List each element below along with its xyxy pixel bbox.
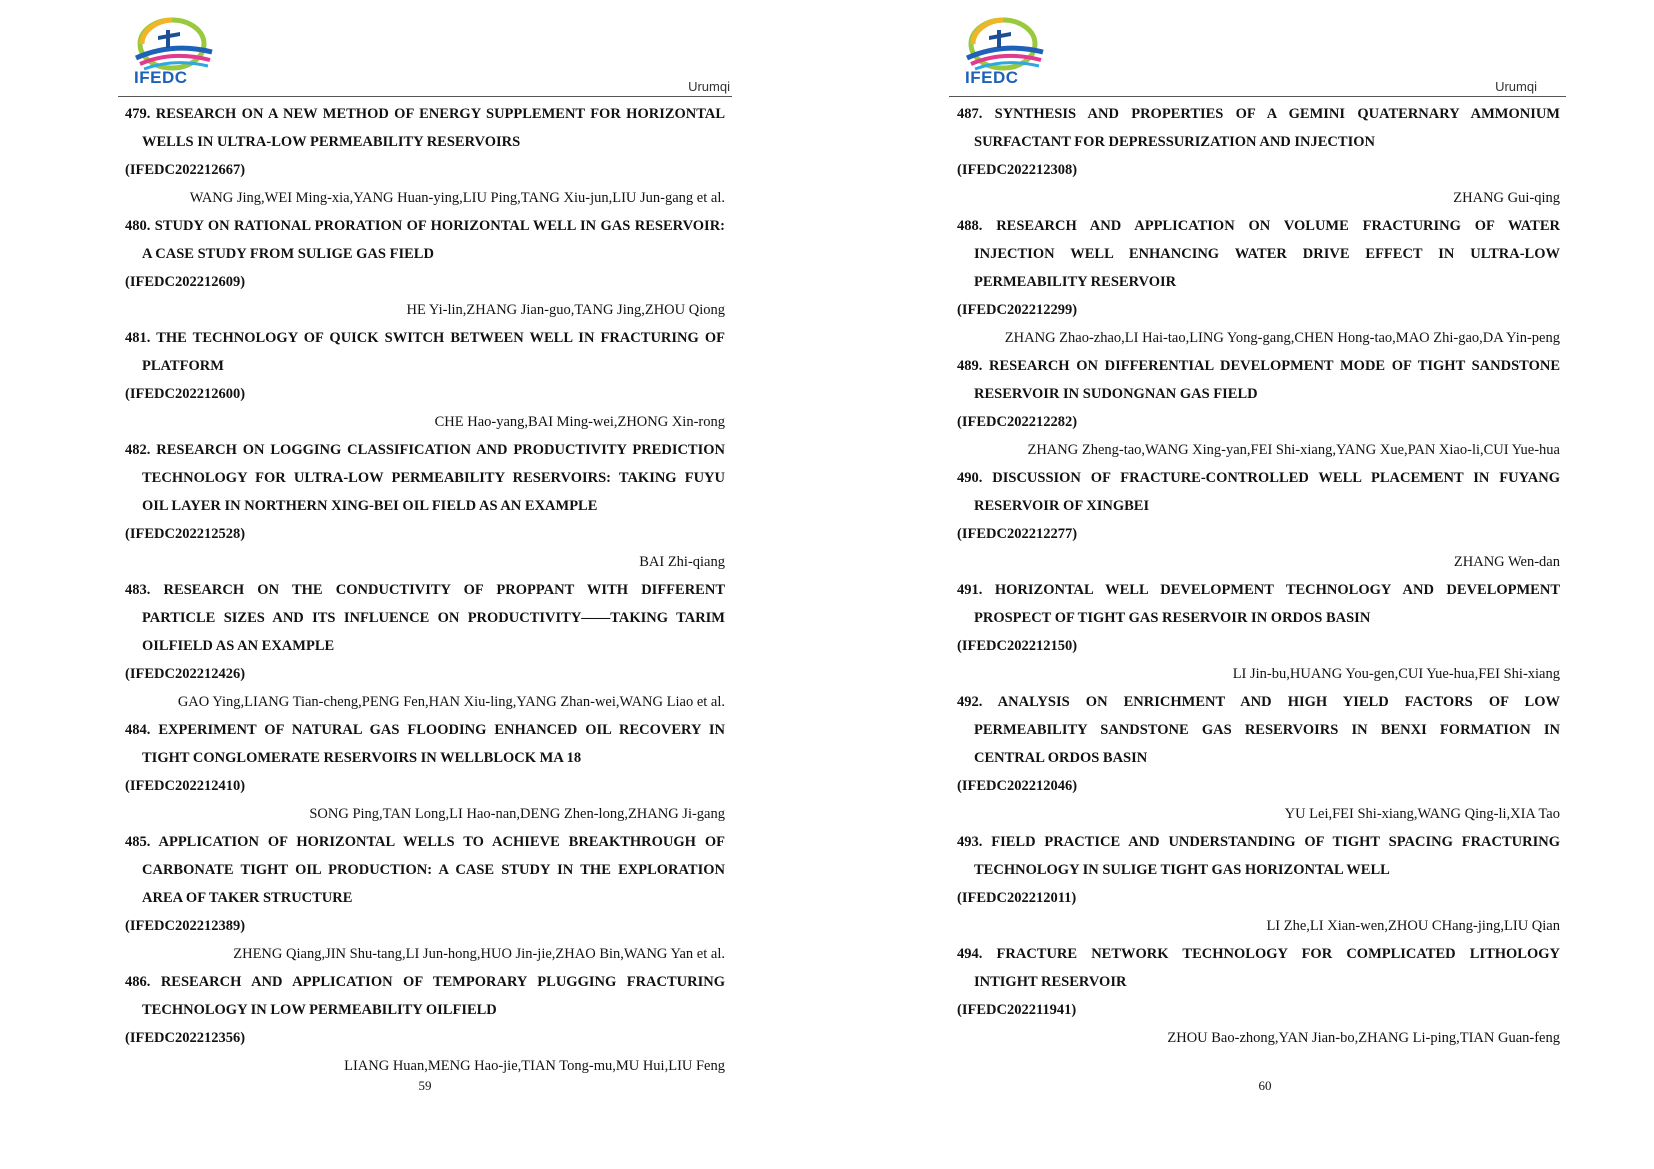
header-rule bbox=[118, 96, 732, 97]
paper-title: 490. DISCUSSION OF FRACTURE-CONTROLLED WELL PLACEMENT IN FUYANG RESERVOIR OF XINGBEI bbox=[957, 470, 1560, 514]
paper-authors: HE Yi-lin,ZHANG Jian-guo,TANG Jing,ZHOU Qiong bbox=[406, 302, 725, 318]
paper-entry bbox=[125, 968, 725, 1080]
paper-title: 479. RESEARCH ON A NEW METHOD OF ENERGY SUPPLEMENT FOR HORIZONTAL WELLS IN ULTRA-LOW PERMEABILITY RESERVOIRS bbox=[125, 106, 725, 150]
paper-code: (IFEDC202212046) bbox=[957, 778, 1078, 794]
paper-authors: LI Zhe,LI Xian-wen,ZHOU CHang-jing,LIU Qian bbox=[1266, 918, 1560, 934]
paper-authors: LIANG Huan,MENG Hao-jie,TIAN Tong-mu,MU Hui,LIU Feng bbox=[344, 1058, 725, 1074]
paper-authors: ZHANG Zhao-zhao,LI Hai-tao,LING Yong-gang,CHEN Hong-tao,MAO Zhi-gao,DA Yin-peng bbox=[1004, 330, 1560, 346]
paper-title: 492. ANALYSIS ON ENRICHMENT AND HIGH YIELD FACTORS OF LOW PERMEABILITY SANDSTONE GAS RESERVOIRS IN BENXI FORMATION IN CENTRAL ORDOS BASIN bbox=[957, 694, 1560, 766]
paper-authors: YU Lei,FEI Shi-xiang,WANG Qing-li,XIA Tao bbox=[1284, 806, 1560, 822]
paper-title: 486. RESEARCH AND APPLICATION OF TEMPORARY PLUGGING FRACTURING TECHNOLOGY IN LOW PERMEABILITY OILFIELD bbox=[125, 974, 725, 1018]
paper-code: (IFEDC202212150) bbox=[957, 638, 1078, 654]
paper-code: (IFEDC202212410) bbox=[125, 778, 246, 794]
paper-authors: BAI Zhi-qiang bbox=[639, 554, 725, 570]
paper-entry bbox=[957, 828, 1560, 940]
paper-entry bbox=[125, 212, 725, 324]
paper-authors: ZHANG Wen-dan bbox=[1453, 554, 1560, 570]
page-number: 59 bbox=[418, 1078, 432, 1093]
ifedc-logo bbox=[128, 14, 218, 90]
paper-authors: ZHANG Zheng-tao,WANG Xing-yan,FEI Shi-xiang,YANG Xue,PAN Xiao-li,CUI Yue-hua bbox=[1027, 442, 1560, 458]
paper-code: (IFEDC202212426) bbox=[125, 666, 246, 682]
paper-authors: ZHANG Gui-qing bbox=[1453, 190, 1560, 206]
paper-entry bbox=[125, 100, 725, 212]
paper-title: 494. FRACTURE NETWORK TECHNOLOGY FOR COMPLICATED LITHOLOGY INTIGHT RESERVOIR bbox=[957, 946, 1560, 990]
paper-code: (IFEDC202212277) bbox=[957, 526, 1078, 542]
paper-entry bbox=[957, 464, 1560, 576]
paper-authors: SONG Ping,TAN Long,LI Hao-nan,DENG Zhen-long,ZHANG Ji-gang bbox=[309, 806, 725, 822]
paper-entry bbox=[957, 212, 1560, 352]
paper-authors: CHE Hao-yang,BAI Ming-wei,ZHONG Xin-rong bbox=[434, 414, 725, 430]
paper-list-left bbox=[125, 100, 725, 1080]
paper-code: (IFEDC202212308) bbox=[957, 162, 1078, 178]
paper-entry bbox=[125, 576, 725, 716]
paper-entry bbox=[125, 828, 725, 968]
paper-entry bbox=[957, 100, 1560, 212]
paper-code: (IFEDC202212600) bbox=[125, 386, 246, 402]
paper-code: (IFEDC202212528) bbox=[125, 526, 246, 542]
paper-title: 488. RESEARCH AND APPLICATION ON VOLUME FRACTURING OF WATER INJECTION WELL ENHANCING WATER DRIVE EFFECT IN ULTRA-LOW PERMEABILITY RESERVOIR bbox=[957, 218, 1560, 290]
paper-title: 483. RESEARCH ON THE CONDUCTIVITY OF PROPPANT WITH DIFFERENT PARTICLE SIZES AND ITS INFLUENCE ON PRODUCTIVITY——TAKING TARIM OILFIELD AS AN EXAMPLE bbox=[125, 582, 725, 654]
header-rule bbox=[949, 96, 1566, 97]
paper-authors: GAO Ying,LIANG Tian-cheng,PENG Fen,HAN Xiu-ling,YANG Zhan-wei,WANG Liao et al. bbox=[177, 694, 725, 710]
paper-authors: ZHOU Bao-zhong,YAN Jian-bo,ZHANG Li-ping,TIAN Guan-feng bbox=[1167, 1030, 1560, 1046]
logo-emblem-icon bbox=[128, 14, 218, 74]
logo-emblem-icon bbox=[959, 14, 1049, 74]
paper-title: 493. FIELD PRACTICE AND UNDERSTANDING OF TIGHT SPACING FRACTURING TECHNOLOGY IN SULIGE TIGHT GAS HORIZONTAL WELL bbox=[957, 834, 1560, 878]
paper-code: (IFEDC202212282) bbox=[957, 414, 1078, 430]
paper-code: (IFEDC202212667) bbox=[125, 162, 246, 178]
paper-title: 484. EXPERIMENT OF NATURAL GAS FLOODING ENHANCED OIL RECOVERY IN TIGHT CONGLOMERATE RESERVOIRS IN WELLBLOCK MA 18 bbox=[125, 722, 725, 766]
paper-title: 485. APPLICATION OF HORIZONTAL WELLS TO ACHIEVE BREAKTHROUGH OF CARBONATE TIGHT OIL PRODUCTION: A CASE STUDY IN THE EXPLORATION AREA OF TAKER STRUCTURE bbox=[125, 834, 725, 906]
paper-title: 482. RESEARCH ON LOGGING CLASSIFICATION AND PRODUCTIVITY PREDICTION TECHNOLOGY FOR ULTRA-LOW PERMEABILITY RESERVOIRS: TAKING FUYU OIL LAYER IN NORTHERN XING-BEI OIL FIELD AS AN EXAMPLE bbox=[125, 442, 725, 514]
paper-title: 489. RESEARCH ON DIFFERENTIAL DEVELOPMENT MODE OF TIGHT SANDSTONE RESERVOIR IN SUDONGNAN GAS FIELD bbox=[957, 358, 1560, 402]
logo-text: IFEDC bbox=[965, 68, 1019, 87]
paper-authors: ZHENG Qiang,JIN Shu-tang,LI Jun-hong,HUO Jin-jie,ZHAO Bin,WANG Yan et al. bbox=[233, 946, 725, 962]
paper-title: 480. STUDY ON RATIONAL PRORATION OF HORIZONTAL WELL IN GAS RESERVOIR: A CASE STUDY FROM SULIGE GAS FIELD bbox=[125, 218, 725, 262]
page-number: 60 bbox=[1258, 1078, 1272, 1093]
paper-code: (IFEDC202212389) bbox=[125, 918, 246, 934]
paper-code: (IFEDC202212609) bbox=[125, 274, 246, 290]
paper-title: 481. THE TECHNOLOGY OF QUICK SWITCH BETWEEN WELL IN FRACTURING OF PLATFORM bbox=[125, 330, 725, 374]
paper-code: (IFEDC202212356) bbox=[125, 1030, 246, 1046]
right-page bbox=[827, 0, 1654, 1169]
logo-text: IFEDC bbox=[134, 68, 188, 87]
paper-entry bbox=[125, 324, 725, 436]
paper-entry bbox=[957, 352, 1560, 464]
paper-authors: WANG Jing,WEI Ming-xia,YANG Huan-ying,LIU Ping,TANG Xiu-jun,LIU Jun-gang et al. bbox=[189, 190, 725, 206]
paper-entry bbox=[957, 688, 1560, 828]
paper-entry bbox=[957, 940, 1560, 1052]
paper-entry bbox=[125, 716, 725, 828]
ifedc-logo bbox=[959, 14, 1049, 90]
paper-title: 491. HORIZONTAL WELL DEVELOPMENT TECHNOLOGY AND DEVELOPMENT PROSPECT OF TIGHT GAS RESERVOIR IN ORDOS BASIN bbox=[957, 582, 1560, 626]
paper-title: 487. SYNTHESIS AND PROPERTIES OF A GEMINI QUATERNARY AMMONIUM SURFACTANT FOR DEPRESSURIZATION AND INJECTION bbox=[957, 106, 1560, 150]
header-city: Urumqi bbox=[1495, 79, 1537, 94]
paper-list-right bbox=[957, 100, 1560, 1052]
header-city: Urumqi bbox=[688, 79, 730, 94]
paper-entry bbox=[957, 576, 1560, 688]
paper-code: (IFEDC202212011) bbox=[957, 890, 1077, 906]
paper-code: (IFEDC202212299) bbox=[957, 302, 1078, 318]
paper-authors: LI Jin-bu,HUANG You-gen,CUI Yue-hua,FEI Shi-xiang bbox=[1232, 666, 1560, 682]
paper-entry bbox=[125, 436, 725, 576]
paper-code: (IFEDC202211941) bbox=[957, 1002, 1077, 1018]
